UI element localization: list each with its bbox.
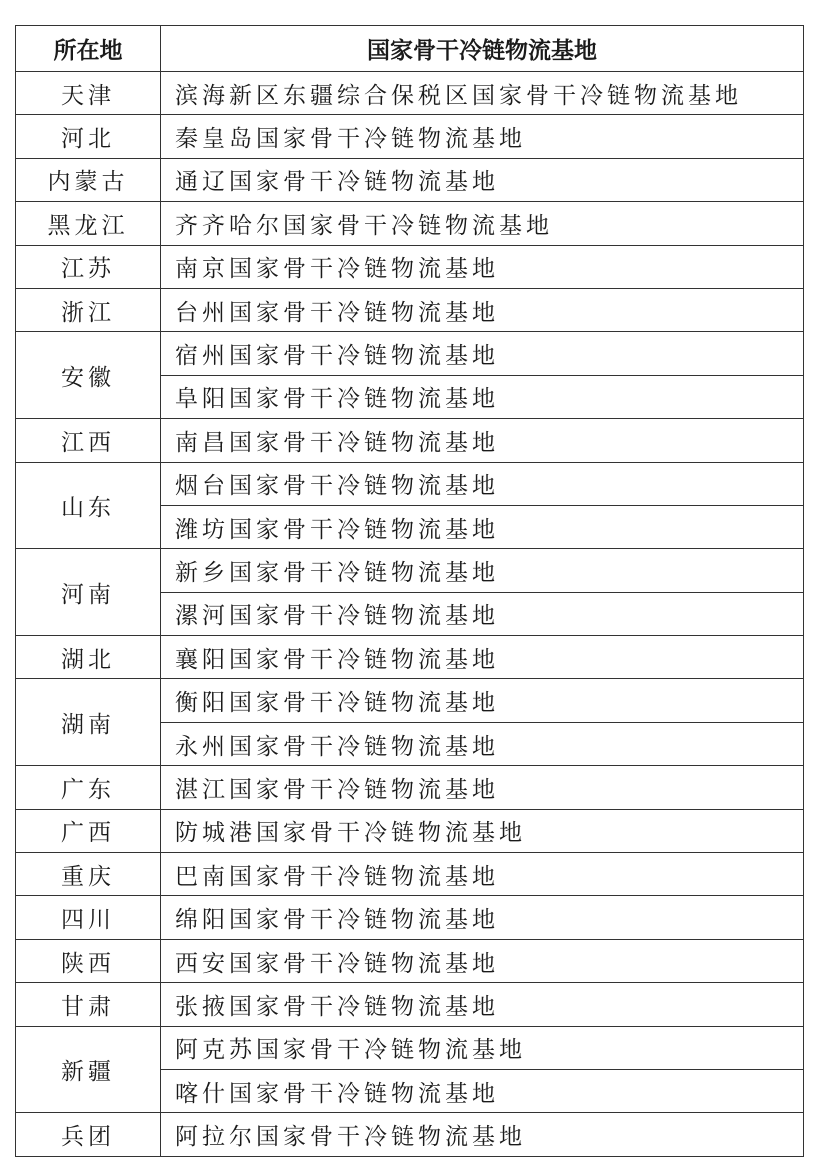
table-row [16,636,804,679]
table-row [16,853,804,896]
table-row [16,72,804,115]
base-cell: 襄阳国家骨干冷链物流基地 [161,636,804,679]
table-row [16,766,804,809]
base-cell: 台州国家骨干冷链物流基地 [161,288,804,331]
base-cell: 永州国家骨干冷链物流基地 [161,722,804,765]
province-cell: 河南 [16,549,161,636]
table-row [16,332,804,375]
base-cell: 南京国家骨干冷链物流基地 [161,245,804,288]
province-cell: 河北 [16,115,161,158]
table-header-row [16,26,804,72]
province-cell: 山东 [16,462,161,549]
table-row [16,549,804,592]
base-cell: 烟台国家骨干冷链物流基地 [161,462,804,505]
base-cell: 巴南国家骨干冷链物流基地 [161,853,804,896]
base-cell: 秦皇岛国家骨干冷链物流基地 [161,115,804,158]
province-cell: 重庆 [16,853,161,896]
table-row [16,462,804,505]
province-cell: 四川 [16,896,161,939]
province-cell: 甘肃 [16,983,161,1026]
table-row [16,809,804,852]
province-cell: 广东 [16,766,161,809]
base-cell: 漯河国家骨干冷链物流基地 [161,592,804,635]
header-province: 所在地 [16,26,161,72]
table-row [16,288,804,331]
province-cell: 天津 [16,72,161,115]
table-row [16,1113,804,1156]
province-cell: 新疆 [16,1026,161,1113]
base-cell: 新乡国家骨干冷链物流基地 [161,549,804,592]
province-cell: 兵团 [16,1113,161,1156]
base-cell: 齐齐哈尔国家骨干冷链物流基地 [161,202,804,245]
table-body [16,72,804,1157]
table-row [16,939,804,982]
table-row [16,983,804,1026]
province-cell: 湖北 [16,636,161,679]
province-cell: 广西 [16,809,161,852]
table-row [16,1026,804,1069]
header-base: 国家骨干冷链物流基地 [161,26,804,72]
province-cell: 黑龙江 [16,202,161,245]
base-cell: 通辽国家骨干冷链物流基地 [161,158,804,201]
province-cell: 浙江 [16,288,161,331]
base-cell: 阿克苏国家骨干冷链物流基地 [161,1026,804,1069]
base-cell: 衡阳国家骨干冷链物流基地 [161,679,804,722]
base-cell: 滨海新区东疆综合保税区国家骨干冷链物流基地 [161,72,804,115]
table-row [16,158,804,201]
base-cell: 南昌国家骨干冷链物流基地 [161,419,804,462]
table-row [16,419,804,462]
base-cell: 绵阳国家骨干冷链物流基地 [161,896,804,939]
province-cell: 陕西 [16,939,161,982]
table-row [16,202,804,245]
province-cell: 江西 [16,419,161,462]
cold-chain-base-table [15,25,804,1157]
province-cell: 内蒙古 [16,158,161,201]
base-cell: 阿拉尔国家骨干冷链物流基地 [161,1113,804,1156]
base-cell: 西安国家骨干冷链物流基地 [161,939,804,982]
base-cell: 喀什国家骨干冷链物流基地 [161,1069,804,1112]
table-row [16,679,804,722]
base-cell: 阜阳国家骨干冷链物流基地 [161,375,804,418]
province-cell: 湖南 [16,679,161,766]
base-cell: 宿州国家骨干冷链物流基地 [161,332,804,375]
table-row [16,115,804,158]
base-cell: 潍坊国家骨干冷链物流基地 [161,505,804,548]
table-row [16,245,804,288]
base-cell: 湛江国家骨干冷链物流基地 [161,766,804,809]
province-cell: 江苏 [16,245,161,288]
base-cell: 防城港国家骨干冷链物流基地 [161,809,804,852]
table-row [16,896,804,939]
base-cell: 张掖国家骨干冷链物流基地 [161,983,804,1026]
province-cell: 安徽 [16,332,161,419]
